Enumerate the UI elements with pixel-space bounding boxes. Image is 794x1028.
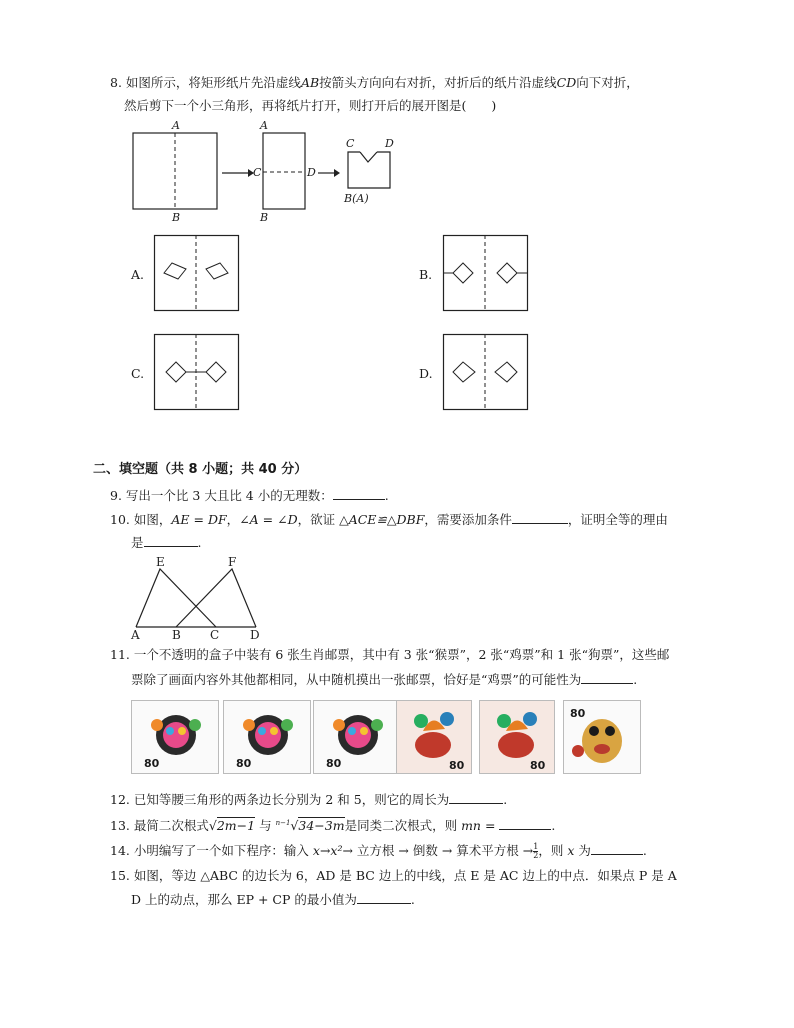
option-a-figure[interactable] <box>154 235 244 315</box>
q15-answer-blank[interactable] <box>357 891 411 904</box>
stamp-value: 80 <box>326 757 342 770</box>
q11-line1: 11. 一个不透明的盒子中装有 6 张生肖邮票，其中有 3 张“猴票”，2 张“鸡票”和 1 张“狗票”，这些邮 <box>110 647 670 662</box>
q10-triangle-figure <box>128 556 268 646</box>
label-D-2: D <box>307 166 316 179</box>
q8-line1: 8. 如图所示，将矩形纸片先沿虚线AB按箭头方向向右对折，对折后的纸片沿虚线CD向下对折， <box>110 75 639 90</box>
q8-line2: 然后剪下一个小三角形，再将纸片打开，则打开后的展开图是( ) <box>124 98 497 113</box>
label-E: E <box>156 555 165 569</box>
stamp-value: 80 <box>530 759 546 772</box>
q8-fold-diagram <box>0 0 794 240</box>
stamp-rooster-1 <box>396 700 472 774</box>
stamp-monkey-1 <box>131 700 219 774</box>
label-A: A <box>131 628 140 642</box>
label-C: C <box>210 628 220 642</box>
label-B: B <box>172 628 181 642</box>
q15-line2: D 上的动点，那么 EP + CP 的最小值为 . <box>131 892 415 907</box>
option-d-label: D. <box>419 366 433 381</box>
fraction: $\frac{1}{2}$ <box>533 842 539 860</box>
label-D: D <box>250 628 260 642</box>
option-b-figure[interactable] <box>443 235 533 315</box>
label-B-1: B <box>172 211 181 224</box>
option-d-figure[interactable] <box>443 334 533 414</box>
q10-line1: 10. 如图，AE = DF，∠A = ∠D，欲证 △ACE≌△DBF，需要添加条件 ，证明全等的理由 <box>110 512 668 527</box>
label-C-3: C <box>346 137 355 150</box>
radical-sign: √ <box>208 818 217 834</box>
section-heading: 二、填空题（共 8 小题；共 40 分） <box>93 462 308 477</box>
q9: 9. 写出一个比 3 大且比 4 小的无理数： . <box>110 488 389 503</box>
q13-answer-blank[interactable] <box>499 817 551 830</box>
stamp-rooster-2 <box>479 700 555 774</box>
q8-number: 8. <box>110 75 122 90</box>
option-c-figure[interactable] <box>154 334 244 414</box>
stamp-value: 80 <box>144 757 160 770</box>
q15-line1: 15. 如图，等边 △ABC 的边长为 6，AD 是 BC 边上的中线，点 E 是 AC 边上的中点．如果点 P 是 A <box>110 868 677 883</box>
label-F: F <box>228 555 237 569</box>
q11-line2: 票除了画面内容外其他都相同，从中随机摸出一张邮票，恰好是“鸡票”的可能性为 . <box>131 672 638 687</box>
q14-answer-blank[interactable] <box>591 842 643 855</box>
q12-answer-blank[interactable] <box>449 791 503 804</box>
stamp-monkey-3 <box>313 700 401 774</box>
stamp-value: 80 <box>449 759 465 772</box>
q11-answer-blank[interactable] <box>581 671 633 684</box>
radical-sign: √ <box>290 818 299 834</box>
option-a-label: A. <box>131 267 145 282</box>
q10-reason-blank[interactable] <box>144 534 198 547</box>
label-A-2: A <box>260 119 268 132</box>
label-D-3: D <box>385 137 394 150</box>
q12: 12. 已知等腰三角形的两条边长分别为 2 和 5，则它的周长为 . <box>110 792 508 807</box>
option-c-label: C. <box>131 366 145 381</box>
label-A-1: A <box>172 119 180 132</box>
q9-answer-blank[interactable] <box>333 487 385 500</box>
q10-condition-blank[interactable] <box>512 511 568 524</box>
stamp-value: 80 <box>236 757 252 770</box>
stamp-dog <box>563 700 641 774</box>
q14: 14. 小明编写了一个如下程序：输入 x→x²→ 立方根 → 倒数 → 算术平方根 → $\frac{1}{2}$ ，则 x 为 . <box>110 842 647 860</box>
label-C-2: C <box>253 166 262 179</box>
label-B-2: B <box>260 211 269 224</box>
stamp-value: 80 <box>570 707 586 720</box>
label-BA-3: B(A) <box>344 192 369 205</box>
q13: 13. 最简二次根式√2m−1 与 $^{n-1}$√34−3m是同类二次根式，则 mn = . <box>110 818 556 834</box>
stamp-monkey-2 <box>223 700 311 774</box>
q10-line2: 是 . <box>131 535 202 550</box>
option-b-label: B. <box>419 267 433 282</box>
